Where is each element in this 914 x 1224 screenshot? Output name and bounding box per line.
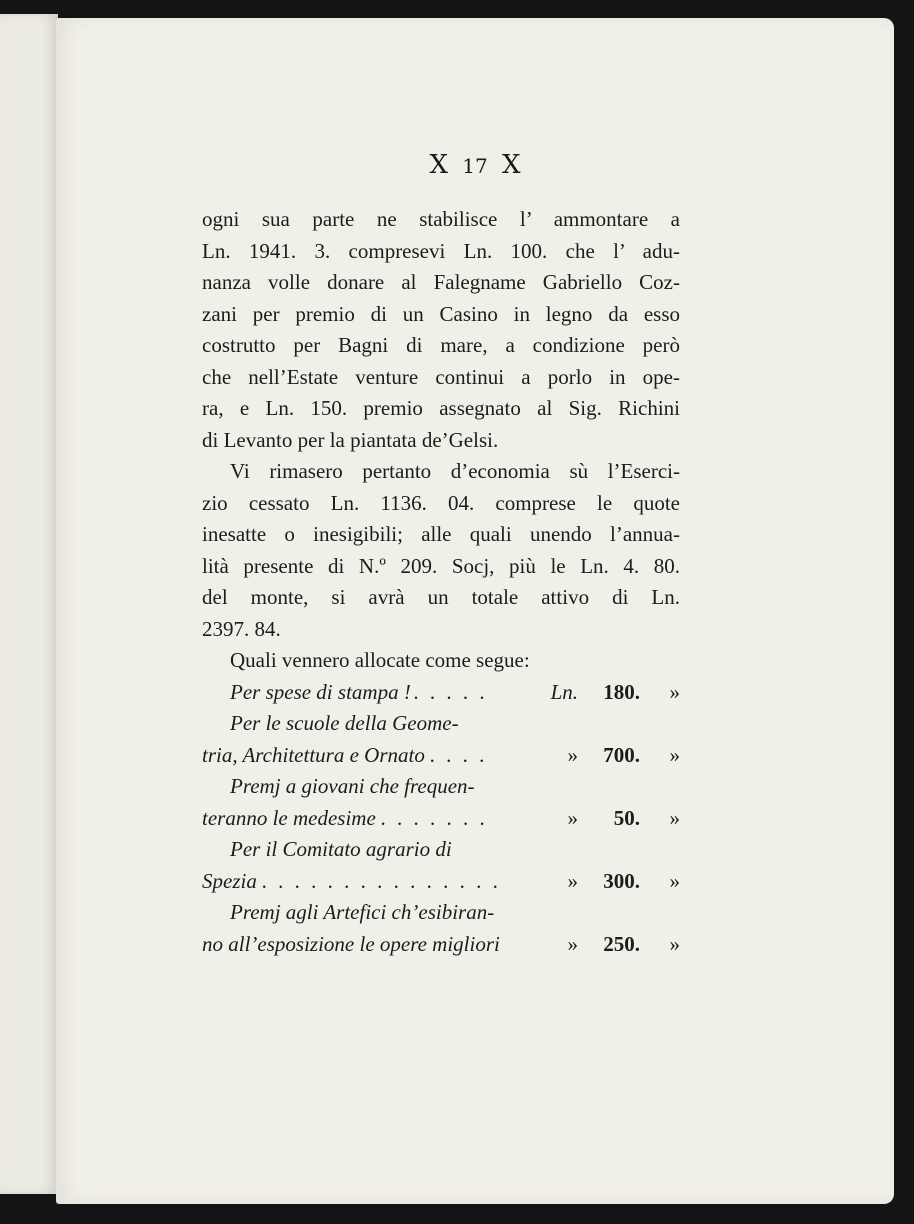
para1-line: zani per premio di un Casino in legno da esso: [202, 301, 680, 326]
entry-unit: Ln.: [550, 679, 578, 704]
entry-unit: »: [567, 868, 578, 893]
entry-dots: !. . . . .: [403, 679, 489, 704]
entry-unit: »: [567, 805, 578, 830]
para2-line: 2397. 84.: [202, 616, 281, 641]
para2-line: del monte, si avrà un totale attivo di Ln.: [202, 585, 680, 609]
entry-description-line: Premj a giovani che frequen-: [230, 774, 475, 798]
para1-line: di Levanto per la piantata de’Gelsi.: [202, 427, 499, 452]
entry-label: no all’esposizione le opere migliori: [202, 931, 500, 956]
entry-amount: 250.: [603, 931, 640, 956]
entry-amount: 700.: [603, 742, 640, 767]
para1-line: ogni sua parte ne stabilisce l’ ammontare a: [202, 207, 680, 231]
ornament-right: X: [501, 150, 521, 180]
entry-description-line: Premj agli Artefici ch’esibiran-: [230, 900, 495, 924]
entry-label: Spezia: [202, 868, 257, 893]
entry-ditto: »: [669, 868, 680, 893]
para2-line: zio cessato Ln. 1136. 04. comprese le quote: [202, 490, 680, 515]
entry-label: tria, Architettura e Ornato: [202, 742, 425, 767]
entry-description-line: Per il Comitato agrario di: [230, 837, 452, 861]
entry-ditto: »: [669, 931, 680, 956]
entry-description: [230, 677, 540, 709]
page-number: 17: [462, 154, 488, 178]
entry-amount: 50.: [613, 805, 640, 830]
page-header: [56, 150, 894, 180]
entry-unit: »: [567, 742, 578, 767]
entry-unit: »: [567, 931, 578, 956]
entry-description: [202, 803, 540, 835]
facing-page-edge: [0, 14, 58, 1194]
entry-description: [202, 929, 540, 961]
para1-line: ra, e Ln. 150. premio assegnato al Sig. Richini: [202, 396, 680, 420]
entry-amount: 300.: [603, 868, 640, 893]
entry-description: [202, 866, 540, 898]
allocation-entry: [202, 803, 680, 835]
allocation-entry: [202, 929, 680, 961]
ornament-left: X: [429, 150, 448, 180]
para2-line: lità presente di N.º 209. Socj, più le Ln. 4. 80.: [202, 553, 680, 578]
allocation-entry: [202, 740, 680, 772]
entry-label: teranno le medesime: [202, 805, 376, 830]
entry-label: Per spese di stampa: [230, 679, 399, 704]
entry-dots: . . . .: [430, 742, 488, 767]
allocation-entry: [202, 677, 680, 709]
entry-dots: . . . . . . .: [381, 805, 489, 830]
book-page: [56, 18, 894, 1204]
para2-line: Vi rimasero pertanto d’economia sù l’Eserci-: [230, 459, 680, 483]
entry-ditto: »: [669, 805, 680, 830]
para1-line: Ln. 1941. 3. compresevi Ln. 100. che l’ adu-: [202, 238, 680, 263]
para1-line: costrutto per Bagni di mare, a condizione però: [202, 333, 680, 357]
entry-amount: 180.: [603, 679, 640, 704]
entry-description-line: Per le scuole della Geome-: [230, 711, 459, 735]
entry-description: [202, 740, 540, 772]
body-text: [202, 204, 680, 960]
allocation-entry: [202, 866, 680, 898]
para2-line: inesatte o inesigibili; alle quali unendo l’annua-: [202, 522, 680, 546]
para1-line: nanza volle donare al Falegname Gabriello Coz-: [202, 270, 680, 294]
entry-ditto: »: [669, 679, 680, 704]
entry-dots: . . . . . . . . . . . . . . .: [262, 868, 502, 893]
para1-line: che nell’Estate venture continui a porlo in ope-: [202, 364, 680, 389]
entry-ditto: »: [669, 742, 680, 767]
allocation-intro: Quali vennero allocate come segue:: [230, 648, 530, 672]
